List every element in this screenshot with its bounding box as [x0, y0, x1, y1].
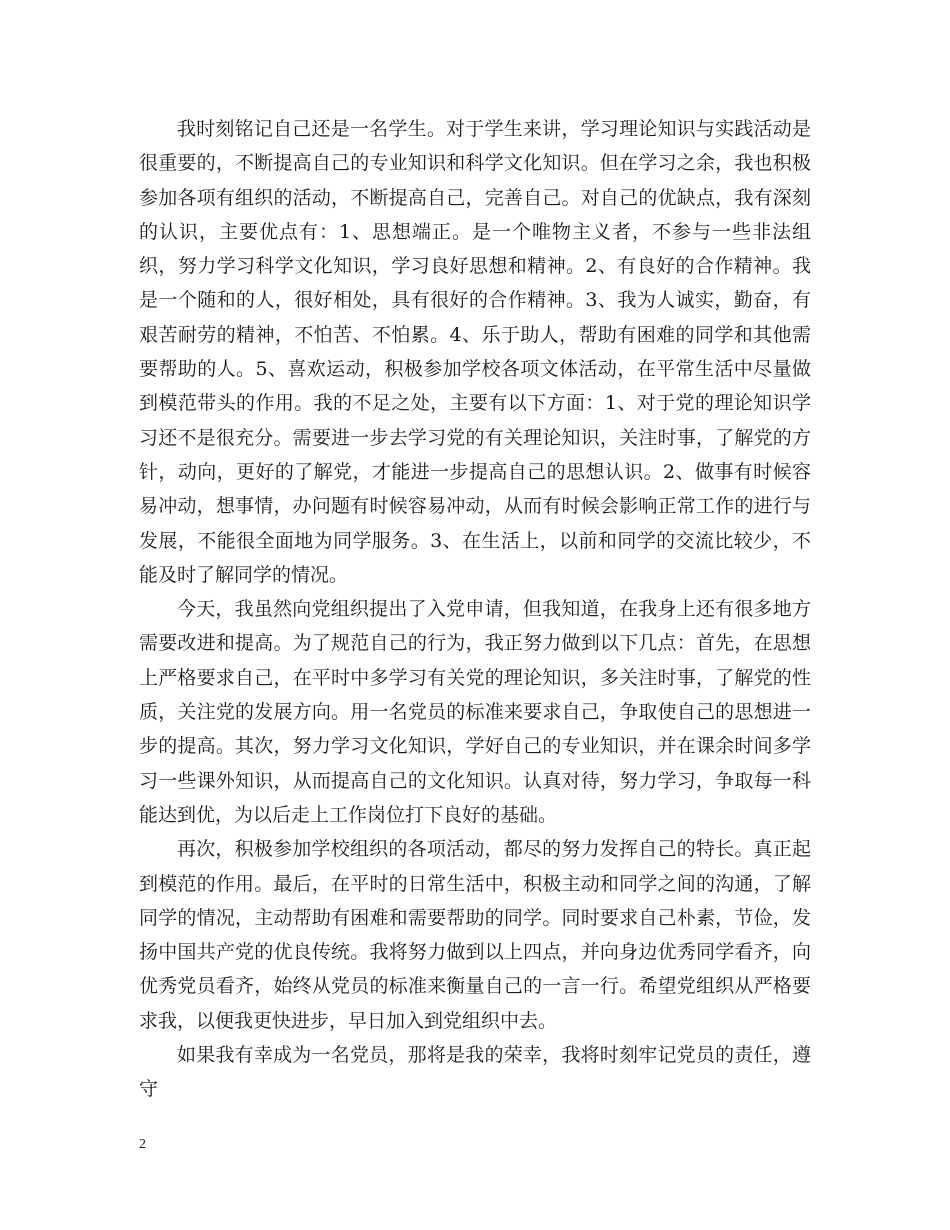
paragraph-4: 如果我有幸成为一名党员，那将是我的荣幸，我将时刻牢记党员的责任，遵守	[139, 1044, 811, 1101]
page-number: 2	[139, 1137, 146, 1152]
paragraph-2: 今天，我虽然向党组织提出了入党申请，但我知道，在我身上还有很多地方需要改进和提高。为了规范自己的行为，我正努力做到以下几点：首先，在思想上严格要求自己，在平时中多学习有关党的理论知识，多关注时事，了解党的性质，关注党的发展方向。用一名党员的标准来要求自己，争取使自己的思想进一步的提高。其次，努力学习文化知识，学好自己的专业知识，并在课余时间多学习一些课外知识，从而提高自己的文化知识。认真对待，努力学习，争取每一科能达到优，为以后走上工作岗位打下良好的基础。	[139, 598, 811, 826]
paragraph-3: 再次，积极参加学校组织的各项活动，都尽的努力发挥自己的特长。真正起到模范的作用。最后，在平时的日常生活中，积极主动和同学之间的沟通，了解同学的情况，主动帮助有困难和需要帮助的同学。同时要求自己朴素，节俭，发扬中国共产党的优良传统。我将努力做到以上四点，并向身边优秀同学看齐，向优秀党员看齐，始终从党员的标准来衡量自己的一言一行。希望党组织从严格要求我，以便我更快进步，早日加入到党组织中去。	[139, 838, 811, 1032]
paragraph-1: 我时刻铭记自己还是一名学生。对于学生来讲，学习理论知识与实践活动是很重要的，不断提高自己的专业知识和科学文化知识。但在学习之余，我也积极参加各项有组织的活动，不断提高自己，完善自己。对自己的优缺点，我有深刻的认识，主要优点有：1、思想端正。是一个唯物主义者，不参与一些非法组织，努力学习科学文化知识，学习良好思想和精神。2、有良好的合作精神。我是一个随和的人，很好相处，具有很好的合作精神。3、我为人诚实，勤奋，有艰苦耐劳的精神，不怕苦、不怕累。4、乐于助人，帮助有困难的同学和其他需要帮助的人。5、喜欢运动，积极参加学校各项文体活动，在平常生活中尽量做到模范带头的作用。我的不足之处，主要有以下方面：1、对于党的理论知识学习还不是很充分。需要进一步去学习党的有关理论知识，关注时事，了解党的方针，动向，更好的了解党，才能进一步提高自己的思想认识。2、做事有时候容易冲动，想事情，办问题有时候容易冲动，从而有时候会影响正常工作的进行与发展，不能很全面地为同学服务。3、在生活上，以前和同学的交流比较少，不能及时了解同学的情况。	[139, 118, 811, 586]
document-body	[139, 112, 811, 1107]
